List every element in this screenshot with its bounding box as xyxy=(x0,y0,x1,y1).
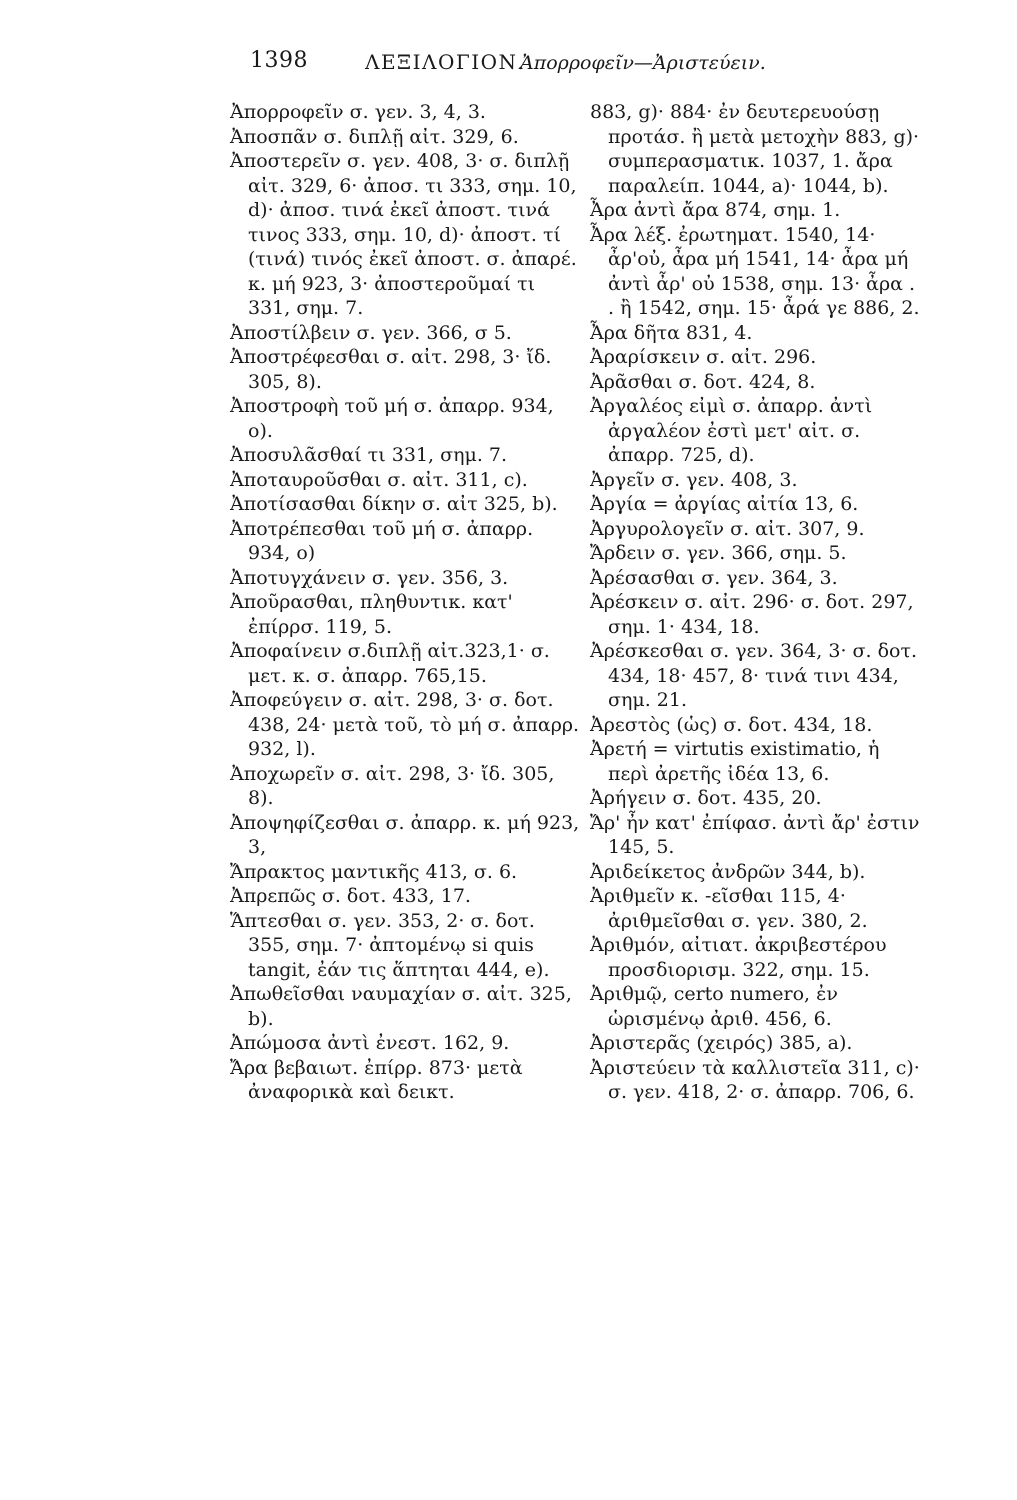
dictionary-entry: Ἄρδειν σ. γεν. 366, σημ. 5. xyxy=(590,542,847,564)
dictionary-entry: Ἀποῦρασθαι, πληθυντικ. κατ' ἐπίρρσ. 119, 5. xyxy=(230,591,513,638)
dictionary-entry: Ἀποσπᾶν σ. διπλῇ αἰτ. 329, 6. xyxy=(230,125,519,148)
dictionary-entry: Ἀριστεύειν τὰ καλλιστεῖα 311, c)· σ. γεν. 418, 2· σ. ἀπαρρ. 706, 6. xyxy=(590,1056,920,1103)
dictionary-entry: Ἀργεῖν σ. γεν. 408, 3. xyxy=(590,468,798,491)
left-column xyxy=(230,100,580,1105)
dictionary-entry: Ἀρετή = virtutis existimatio, ἡ περὶ ἀρετῆς ἰδέα 13, 6. xyxy=(590,738,880,785)
running-title: ΛΕΞΙΛΟΓΙΟΝ. xyxy=(365,50,526,74)
right-column xyxy=(590,100,920,1105)
dictionary-entry: Ἄρ' ἦν κατ' ἐπίφασ. ἀντὶ ἄρ' ἐστιν 145, 5. xyxy=(590,811,920,858)
dictionary-entry: Ἀπρεπῶς σ. δοτ. 433, 17. xyxy=(230,885,471,907)
page-number: 1398 xyxy=(250,48,308,73)
dictionary-entry: Ἆρα δῆτα 831, 4. xyxy=(590,321,753,344)
dictionary-entry: Ἀποψηφίζεσθαι σ. ἀπαρρ. κ. μή 923, 3, xyxy=(230,811,580,858)
dictionary-entry: Ἆρα ἀντὶ ἄρα 874, σημ. 1. xyxy=(590,199,841,221)
dictionary-entry: Ἄπρακτος μαντικῆς 413, σ. 6. xyxy=(230,860,518,883)
dictionary-entry: 883, g)· 884· ἐν δευτερευούσῃ προτάσ. ἢ μετὰ μετοχὴν 883, g)· συμπερασματικ. 1037, 1. ἄρα παραλείπ. 1044, a)· 1044, b). xyxy=(590,101,920,197)
dictionary-entry: Ἀπώμοσα ἀντὶ ἐνεστ. 162, 9. xyxy=(230,1032,510,1054)
dictionary-entry: Ἄρα βεβαιωτ. ἐπίρρ. 873· μετὰ ἀναφορικὰ καὶ δεικτ. xyxy=(230,1056,523,1103)
dictionary-entry: Ἀποφεύγειν σ. αἰτ. 298, 3· σ. δοτ. 438, 24· μετὰ τοῦ, τὸ μή σ. ἀπαρρ. 932, l). xyxy=(230,689,580,760)
dictionary-entry: Ἀποτίσασθαι δίκην σ. αἰτ 325, b). xyxy=(230,493,558,515)
dictionary-entry: Ἀρᾶσθαι σ. δοτ. 424, 8. xyxy=(590,370,816,393)
dictionary-entry: Ἀριδείκετος ἀνδρῶν 344, b). xyxy=(590,860,866,883)
dictionary-entry: Ἀριθμῷ, certo numero, ἐν ὡρισμένῳ ἀριθ. 456, 6. xyxy=(590,983,838,1030)
dictionary-entry: Ἀριστερᾶς (χειρός) 385, a). xyxy=(590,1032,853,1054)
dictionary-entry: Ἀπορροφεῖν σ. γεν. 3, 4, 3. xyxy=(230,101,486,123)
dictionary-entry: Ἀποταυροῦσθαι σ. αἰτ. 311, c). xyxy=(230,468,528,491)
dictionary-entry: Ἀρεστὸς (ὡς) σ. δοτ. 434, 18. xyxy=(590,713,873,736)
dictionary-entry: Ἀποτρέπεσθαι τοῦ μή σ. ἀπαρρ. 934, o) xyxy=(230,517,534,564)
dictionary-entry: Ἀργυρολογεῖν σ. αἰτ. 307, 9. xyxy=(590,517,865,540)
dictionary-entry: Ἅπτεσθαι σ. γεν. 353, 2· σ. δοτ. 355, σημ. 7· ἀπτομένῳ si quis tangit, ἐάν τις ἅπτηται 444, e). xyxy=(230,909,550,981)
dictionary-entry: Ἀποσυλᾶσθαί τι 331, σημ. 7. xyxy=(230,444,508,466)
dictionary-entry: Ἀποτυγχάνειν σ. γεν. 356, 3. xyxy=(230,566,509,589)
dictionary-entry: Ἀποστίλβειν σ. γεν. 366, σ 5. xyxy=(230,321,512,344)
dictionary-entry: Ἀποστρέφεσθαι σ. αἰτ. 298, 3· ἴδ. 305, 8). xyxy=(230,346,552,393)
dictionary-entry: Ἀρέσκειν σ. αἰτ. 296· σ. δοτ. 297, σημ. 1· 434, 18. xyxy=(590,591,914,638)
dictionary-entry: Ἀποστροφὴ τοῦ μή σ. ἀπαρρ. 934, o). xyxy=(230,395,554,442)
dictionary-entry: Ἆρα λέξ. ἐρωτηματ. 1540, 14· ἆρ'οὐ, ἆρα μή 1541, 14· ἆρα μή ἀντὶ ἆρ' οὐ 1538, σημ. 13· ἆρα . . ἢ 1542, σημ. 15· ἆρά γε 886, 2. xyxy=(590,223,920,319)
dictionary-entry: Ἀριθμόν, αἰτιατ. ἀκριβεστέρου προσδιορισμ. 322, σημ. 15. xyxy=(590,934,887,981)
dictionary-entry: Ἀραρίσκειν σ. αἰτ. 296. xyxy=(590,346,817,368)
dictionary-entry: Ἀργία = ἀργίας αἰτία 13, 6. xyxy=(590,493,859,515)
running-range: Ἀπορροφεῖν—Ἀριστεύειν. xyxy=(520,52,766,74)
dictionary-entry: Ἀπωθεῖσθαι ναυμαχίαν σ. αἰτ. 325, b). xyxy=(230,983,572,1030)
dictionary-entry: Ἀριθμεῖν κ. -εῖσθαι 115, 4· ἀριθμεῖσθαι σ. γεν. 380, 2. xyxy=(590,885,868,932)
dictionary-entry: Ἀποχωρεῖν σ. αἰτ. 298, 3· ἴδ. 305, 8). xyxy=(230,762,555,809)
dictionary-entry: Ἀρέσκεσθαι σ. γεν. 364, 3· σ. δοτ. 434, 18· 457, 8· τινά τινι 434, σημ. 21. xyxy=(590,640,918,711)
page-header xyxy=(250,48,850,88)
dictionary-entry: Ἀρήγειν σ. δοτ. 435, 20. xyxy=(590,787,822,809)
dictionary-entry: Ἀποφαίνειν σ.διπλῇ αἰτ.323,1· σ. μετ. κ. σ. ἀπαρρ. 765,15. xyxy=(230,640,550,687)
dictionary-entry: Ἀποστερεῖν σ. γεν. 408, 3· σ. διπλῇ αἰτ. 329, 6· ἀποσ. τι 333, σημ. 10, d)· ἀποσ. τινά ἐκεῖ ἀποστ. τινά τινος 333, σημ. 10, d)· ἀποστ. τί (τινά) τινός ἐκεῖ ἀποστ. σ. ἀπαρέ. κ. μή 923, 3· ἀποστεροῦμαί τι 331, σημ. 7. xyxy=(230,150,577,319)
dictionary-entry: Ἀργαλέος εἰμὶ σ. ἀπαρρ. ἀντὶ ἀργαλέον ἐστὶ μετ' αἰτ. σ. ἀπαρρ. 725, d). xyxy=(590,395,873,466)
dictionary-entry: Ἀρέσασθαι σ. γεν. 364, 3. xyxy=(590,566,838,589)
